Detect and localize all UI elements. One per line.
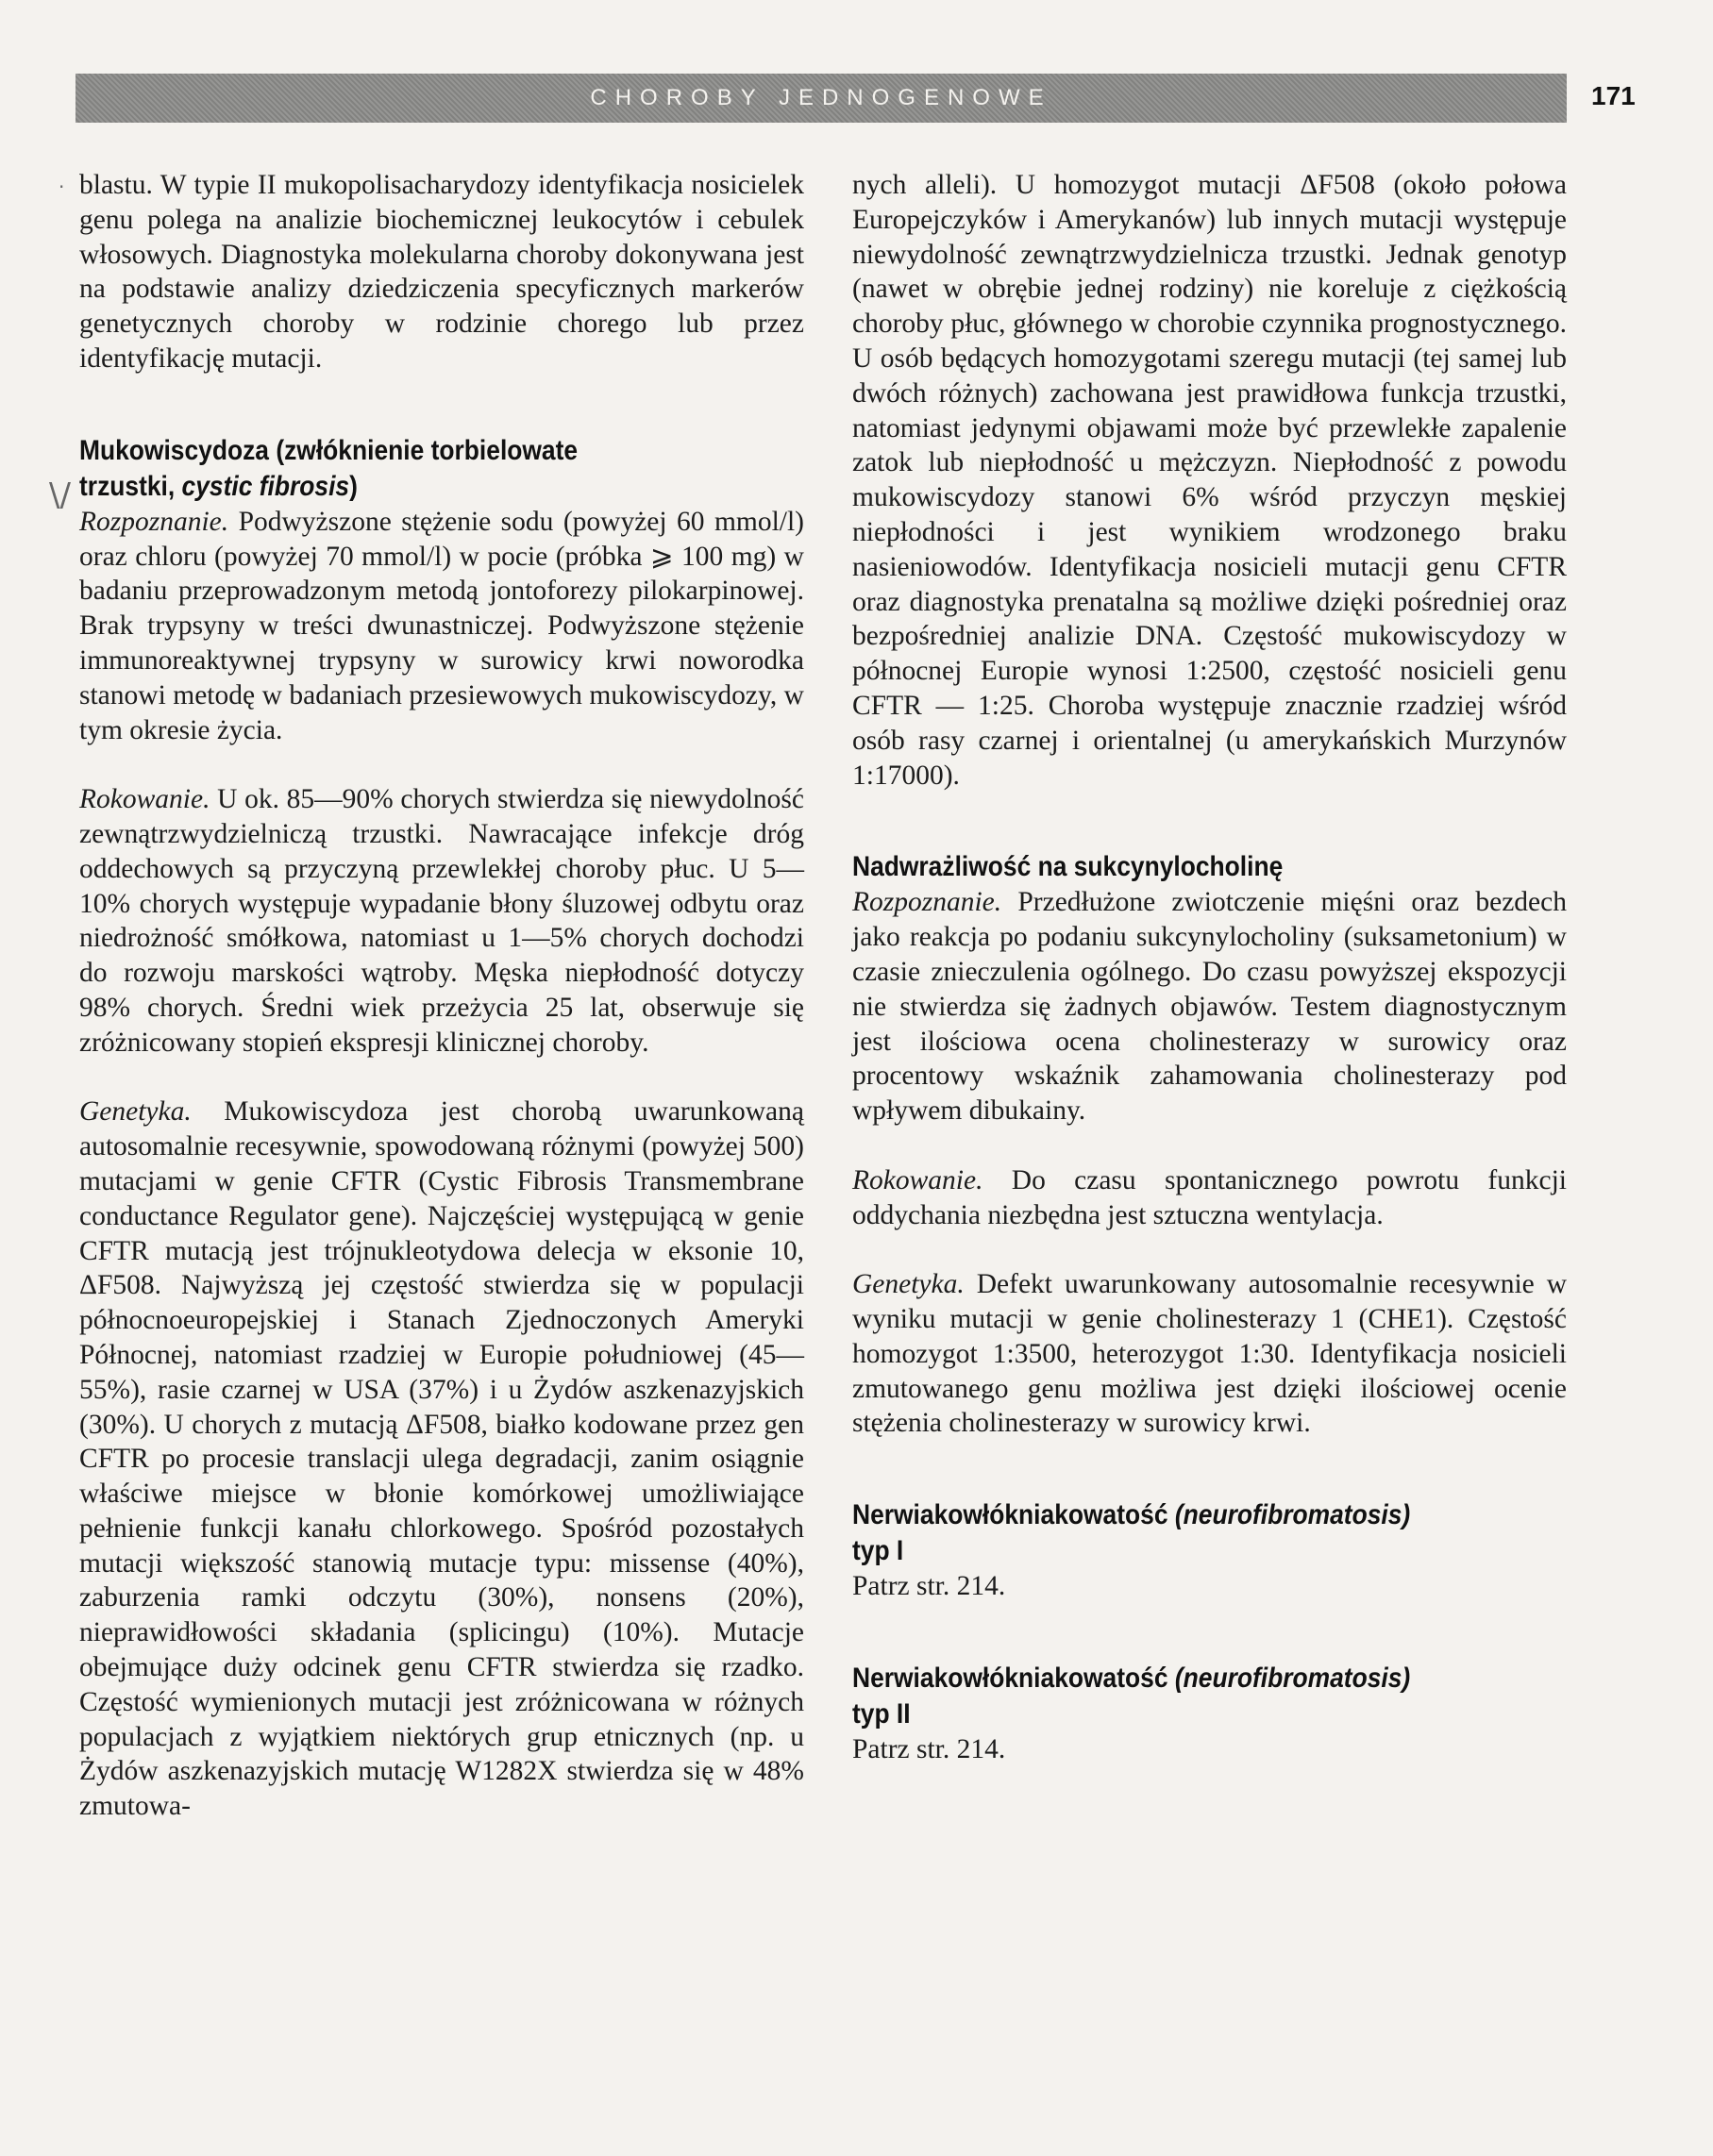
right-column (852, 168, 1567, 1767)
intro-paragraph: blastu. W typie II mukopolisacharydozy identyfikacja nosicielek genu polega na analizie biochemicznej leukocytów i cebulek włosowych. Diagnostyka molekularna choroby dokonywana jest na podstawie analizy dziedziczenia specyficznych markerów genetycznych choroby w rodzinie chorego lub przez identyfikację mutacji. (79, 170, 804, 374)
genetyka-paragraph: Genetyka. Defekt uwarunkowany autosomalnie recesywnie w wyniku mutacji w genie cholinesterazy 1 (CHE1). Częstość homozygot 1:3500, heterozygot 1:30. Identyfikacja nosicieli zmutowanego genu możliwa jest dzięki ilościowej ocenie stężenia cholinesterazy w surowicy krwi. (852, 1269, 1567, 1439)
section-heading: Nerwiakowłókniakowatość (neurofibromatosis) (852, 1662, 1411, 1694)
section-heading-line2: typ II (852, 1697, 911, 1730)
section-heading: Nerwiakowłókniakowatość (neurofibromatosis) (852, 1499, 1411, 1531)
running-header-bar (76, 74, 1567, 123)
section-heading: Mukowiscydoza (zwłóknienie torbielowate (79, 434, 579, 466)
running-title: CHOROBY JEDNOGENOWE (590, 85, 1052, 110)
section-nf1 (852, 1497, 1567, 1604)
section-heading-line2: typ I (852, 1535, 904, 1567)
genetyka-paragraph: Genetyka. Mukowiscydoza jest chorobą uwarunkowaną autosomalnie recesywnie, spowodowaną różnymi (powyżej 500) mutacjami w genie CFTR (Cystic Fibrosis Transmembrane conductance Regulator gene). Najczęściej występującą w genie CFTR mutacją jest trójnukleotydowa delecja w eksonie 10, ΔF508. Najwyższą jej częstość stwierdza się w populacji północnoeuropejskiej i Stanach Zjednoczonych Ameryki Północnej, natomiast rzadziej w Europie południowej (45—55%), rasie czarnej w USA (37%) i u Żydów aszkenazyjskich (30%). U chorych z mutacją ΔF508, białko kodowane przez gen CFTR po procesie translacji ulega degradacji, zanim osiągnie właściwe miejsce w błonie komórkowej umożliwiające pełnienie funkcji kanału chlorkowego. Spośród pozostałych mutacji większość stanowią mutacje typu: missense (40%), zaburzenia ramki odczytu (30%), nonsens (20%), nieprawidłowości składania (splicingu) (10%). Mutacje obejmujące duży odcinek genu CFTR stwierdza się rzadko. Częstość wymienionych mutacji jest zróżnicowana w różnych populacjach z wyjątkiem niektórych grup etnicznych (np. u Żydów aszkenazyjskich mutację W1282X stwierdza się w 48% zmutowa- (79, 1096, 804, 1822)
left-column (79, 168, 804, 1824)
rozpoznanie-paragraph: Rozpoznanie. Przedłużone zwiotczenie mięśni oraz bezdech jako reakcja po podaniu sukcynylocholiny (suksametonium) w czasie znieczulenia ogólnego. Do czasu powyższej ekspozycji nie stwierdza się żadnych objawów. Testem diagnostycznym jest ilościowa ocena cholinesterazy w surowicy oraz procentowy wskaźnik zahamowania cholinesterazy pod wpływem dibukainy. (852, 887, 1567, 1127)
rozpoznanie-paragraph: Rozpoznanie. Podwyższone stężenie sodu (powyżej 60 mmol/l) oraz chloru (powyżej 70 mmol/l) w pocie (próbka ⩾ 100 mg) w badaniu przeprowadzonym metodą jontoforezy pilokarpinowej. Brak trypsyny w treści dwunastniczej. Podwyższone stężenie immunoreaktywnej trypsyny w surowicy krwi noworodka stanowi metodę w badaniach przesiewowych mukowiscydozy, w tym okresie życia. (79, 506, 804, 745)
section-sukcynylocholina (852, 849, 1567, 1441)
cross-reference: Patrz str. 214. (852, 1571, 1006, 1602)
section-heading: Nadwrażliwość na sukcynylocholinę (852, 851, 1284, 883)
page-number: 171 (1591, 81, 1636, 110)
continued-paragraph: nych alleli). U homozygot mutacji ΔF508 (około połowa Europejczyków i Amerykanów) lub innych mutacji występuje niewydolność zewnątrzwydzielnicza trzustki. Jednak genotyp (nawet w obrębie jednej rodziny) nie koreluje z ciężkością choroby płuc, głównego w chorobie czynnika prognostycznego. U osób będących homozygotami szeregu mutacji (tej samej lub dwóch różnych) zachowana jest prawidłowa funkcja trzustki, natomiast jedynymi objawami może być przewlekłe zapalenie zatok lub niepłodność u mężczyzn. Niepłodność z powodu mukowiscydozy stanowi 6% wśród przyczyn męskiej niepłodności i jest wynikiem wrodzonego braku nasieniowodów. Identyfikacja nosicieli mutacji genu CFTR oraz diagnostyka prenatalna są możliwe dzięki pośredniej oraz bezpośredniej analizie DNA. Częstość mukowiscydozy w północnej Europie wynosi 1:2500, częstość nosicieli genu CFTR — 1:25. Choroba występuje znacznie rzadziej wśród osób rasy czarnej i orientalnej (u amerykańskich Murzynów 1:17000). (852, 170, 1567, 791)
margin-check-mark: \/ (49, 476, 71, 514)
rokowanie-paragraph: Rokowanie. U ok. 85—90% chorych stwierdza się niewydolność zewnątrzwydzielniczą trzustki. Nawracające infekcje dróg oddechowych są przyczyną przewlekłej choroby płuc. U 5—10% chorych występuje wypadanie błony śluzowej odbytu oraz niedrożność smółkowa, natomiast u 1—5% chorych dochodzi do rozwoju marskości wątroby. Męska niepłodność dotyczy 98% chorych. Średni wiek przeżycia 25 lat, obserwuje się zróżnicowany stopień ekspresji klinicznej choroby. (79, 784, 804, 1058)
cross-reference: Patrz str. 214. (852, 1733, 1006, 1764)
section-nf2 (852, 1661, 1567, 1767)
margin-mark: · (59, 175, 65, 198)
section-mukowiscydoza (79, 433, 804, 1824)
rokowanie-paragraph: Rokowanie. Do czasu spontanicznego powrotu funkcji oddychania niezbędna jest sztuczna wentylacja. (852, 1164, 1567, 1230)
section-heading-line2: trzustki, cystic fibrosis) (79, 470, 358, 502)
